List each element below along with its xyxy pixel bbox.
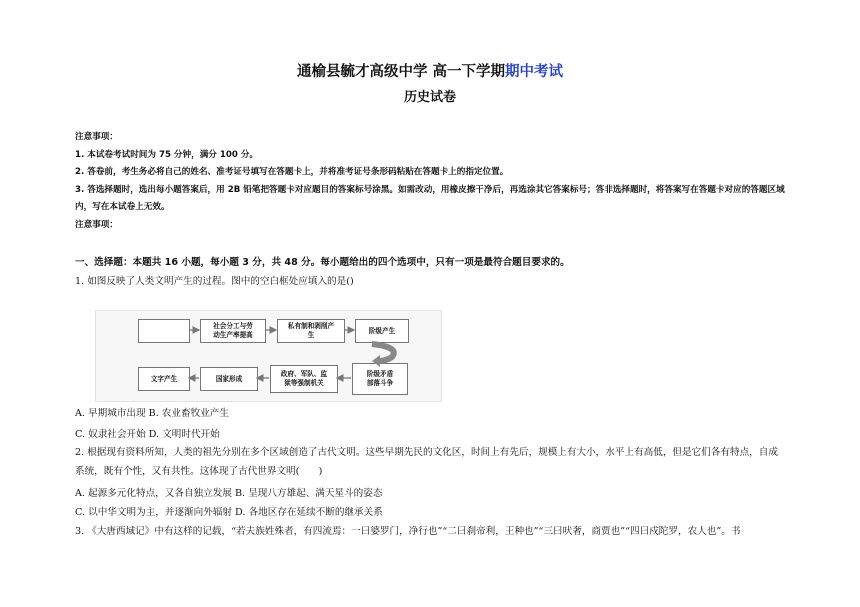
question-3-stem: 3. 《大唐西域记》中有这样的记载，“若夫族姓殊者，有四流焉：一曰婆罗门，净行也”“二曰刹帝利，王种也”“三曰吠奢，商贾也”“四曰戍陀罗，农人也”。书	[75, 526, 741, 537]
exam-title-highlight: 期中考试	[505, 64, 564, 80]
diagram-box-coercive-organs: 政府、军队、监 狱等强制机关	[270, 365, 338, 393]
diagram-box-division-of-labor: 社会分工与劳 动生产率提高	[200, 319, 266, 343]
notes-block	[75, 129, 795, 234]
exam-subtitle: 历史试卷	[403, 90, 456, 105]
diagram-box-private-ownership: 私有制和剥削产 生	[277, 319, 345, 343]
diagram-box-class-struggle: 阶级矛盾 部落斗争	[352, 363, 408, 395]
exam-title-main: 通榆县毓才高级中学 高一下学期	[296, 64, 506, 80]
diagram-box-writing: 文字产生	[138, 367, 190, 391]
diagram-arrows	[96, 311, 441, 401]
notes-heading-2: 注意事项：	[75, 219, 118, 230]
question-2-stem: 2. 根据现有资料所知，人类的祖先分别在多个区域创造了古代文明。这些早期先民的文化区，时间上有先后，规模上有大小，水平上有高低，但是它们各有特点，自成系统，既有个性，又有共性。这体现了古代世界文明( )	[75, 447, 778, 477]
notes-item-3: 3. 答选择题时，选出每小题答案后，用 2B 铅笔把答题卡对应题目的答案标号涂黑。如需改动，用橡皮擦干净后，再选涂其它答案标号；答非选择题时，将答案写在答题卡对应的答题区域内，写在本试卷上无效。	[75, 184, 785, 212]
diagram-box-state: 国家形成	[200, 367, 258, 391]
question-1-options-ab: A. 早期城市出现 B. 农业畜牧业产生	[75, 408, 229, 419]
question-2-options-ab: A. 起源多元化特点，又各自独立发展 B. 呈现八方雄起、满天星斗的姿态	[75, 488, 383, 499]
curved-down-arrow	[372, 344, 394, 361]
question-2-options-cd: C. 以中华文明为主，并逐渐向外辐射 D. 各地区存在延续不断的继承关系	[75, 507, 383, 518]
exam-title	[0, 60, 860, 81]
notes-item-1: 1. 本试卷考试时间为 75 分钟，满分 100 分。	[75, 149, 259, 160]
notes-item-2: 2. 答卷前，考生务必将自己的姓名、准考证号填写在答题卡上，并将准考证号条形码粘贴在答题卡上的指定位置。	[75, 167, 509, 177]
notes-heading: 注意事项：	[75, 132, 118, 142]
civilization-flow-diagram	[95, 310, 442, 402]
section-heading: 一、选择题：本题共 16 小题，每小题 3 分，共 48 分。每小题给出的四个选项中，只有一项是最符合题目要求的。	[75, 257, 570, 268]
diagram-box-class-formation: 阶级产生	[355, 319, 409, 343]
question-1-stem: 1. 如图反映了人类文明产生的过程。图中的空白框处应填入的是()	[75, 276, 354, 287]
question-1-options-cd: C. 奴隶社会开始 D. 文明时代开始	[75, 429, 220, 440]
